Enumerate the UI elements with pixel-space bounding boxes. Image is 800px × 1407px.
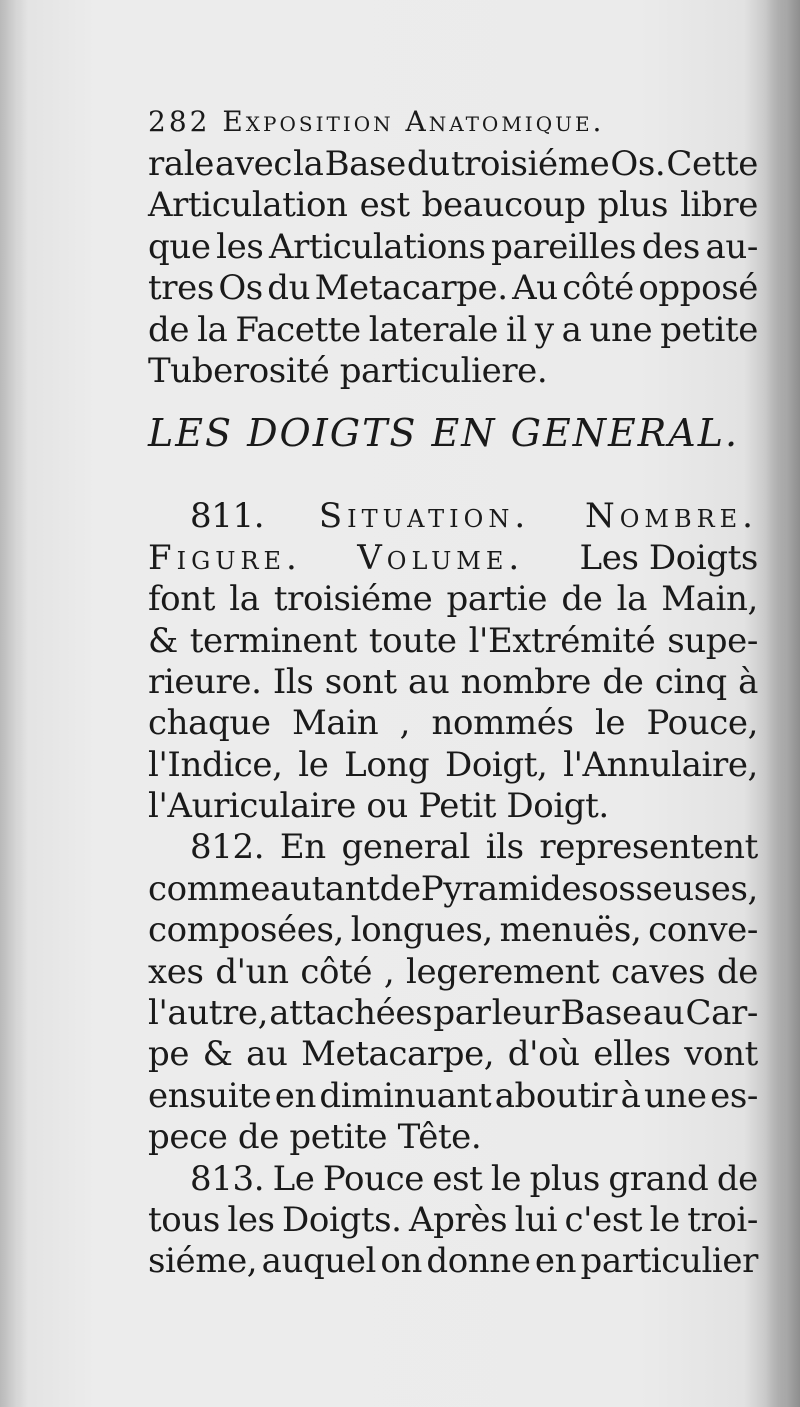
text-line: Tuberosité particuliere.	[148, 350, 548, 391]
intro-paragraph	[148, 144, 758, 392]
paragraph-812	[148, 827, 758, 1158]
paragraph-number: 811.	[190, 496, 265, 537]
text-line: tous les Doigts. Après lui c'est le troi-	[148, 1199, 758, 1240]
text-line: 813. Le Pouce est le plus grand de	[190, 1158, 758, 1199]
section-title: LES DOIGTS EN GENERAL.	[148, 411, 740, 456]
text-line: 812. En general ils representent	[190, 827, 758, 868]
text-line: rieure. Ils sont au nombre de cinq à	[148, 661, 758, 702]
heading-word: Volume.	[357, 537, 525, 578]
heading-word: Figure.	[148, 537, 302, 578]
text-line: font la troisiéme partie de la Main,	[148, 579, 758, 620]
text-line: que les Articulations pareilles des au-	[148, 226, 758, 267]
paragraph-811	[148, 496, 758, 827]
page-text	[148, 100, 758, 1283]
text-line: ensuite en diminuant aboutir à une es-	[148, 1075, 758, 1116]
text-line: xes d'un côté , legerement caves de	[148, 951, 758, 992]
heading-word: Les Doigts	[579, 537, 758, 578]
text-line: l'autre, attachées par leur Base au Car-	[148, 993, 758, 1034]
text-line: l'Indice, le Long Doigt, l'Annulaire,	[148, 744, 758, 785]
text-line: Articulation est beaucoup plus libre	[148, 185, 758, 226]
paragraph-813	[148, 1159, 758, 1283]
page-edge	[766, 0, 800, 1407]
paragraph-heading	[148, 538, 758, 579]
text-line: comme autant de Pyramides osseuses,	[148, 868, 758, 909]
gutter-shadow	[0, 0, 28, 1407]
text-line: tres Os du Metacarpe. Au côté opposé	[148, 268, 758, 309]
text-line: pece de petite Tête.	[148, 1117, 482, 1158]
text-line: l'Auriculaire ou Petit Doigt.	[148, 786, 609, 827]
text-line: composées, longues, menuës, conve-	[148, 910, 758, 951]
text-line: siéme, auquel on donne en particulier	[148, 1241, 758, 1282]
heading-word: Nombre.	[584, 496, 758, 537]
heading-word: Situation.	[318, 496, 531, 537]
paragraph-heading	[148, 496, 758, 537]
text-line: rale avec la Base du troisiéme Os. Cette	[148, 144, 758, 184]
text-line: de la Facette laterale il y a une petite	[148, 309, 758, 350]
text-line: & terminent toute l'Extrémité supe-	[148, 620, 758, 661]
text-line: chaque Main , nommés le Pouce,	[148, 703, 758, 744]
text-line: pe & au Metacarpe, d'où elles vont	[148, 1034, 758, 1075]
running-head: 282 Exposition Anatomique.	[148, 105, 605, 138]
